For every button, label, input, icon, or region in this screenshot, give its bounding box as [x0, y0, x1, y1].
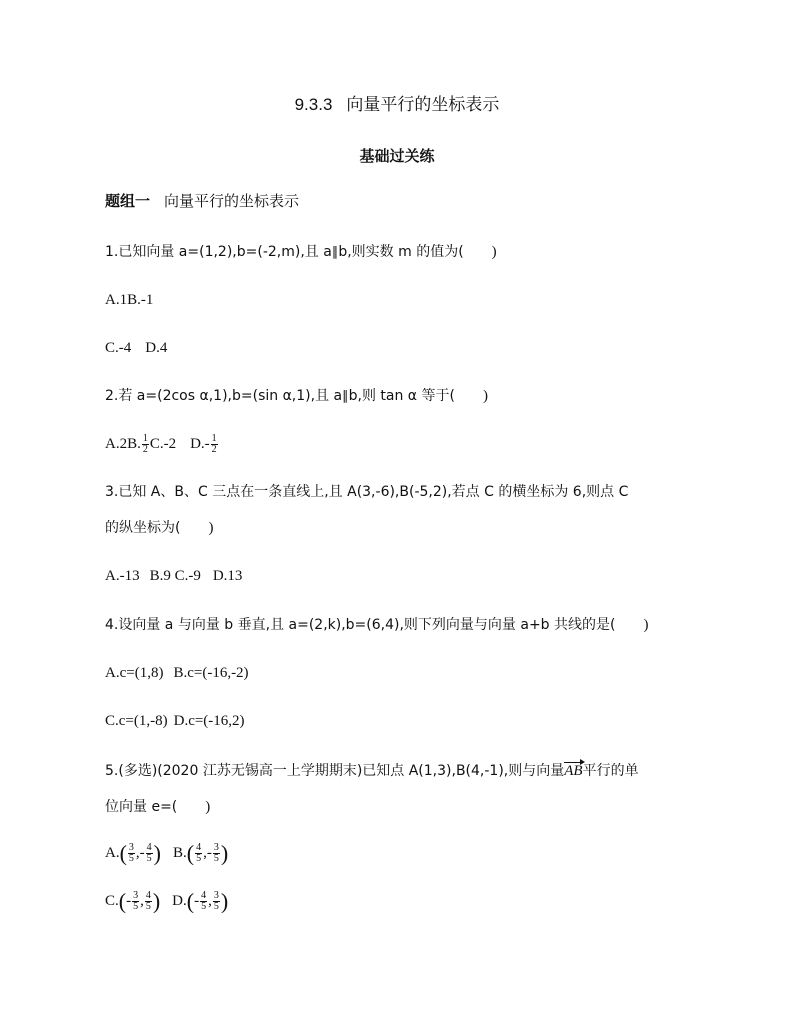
question-4-options-ab: A.c=(1,8) B.c=(-16,-2)	[105, 665, 249, 681]
fraction: $\frac{4}{5}$	[196, 842, 202, 865]
fraction: $\frac{1}{2}$	[142, 433, 148, 456]
fraction: $\frac{3}{5}$	[213, 842, 219, 865]
fraction: $\frac{1}{2}$	[211, 433, 217, 456]
section-title: 向量平行的坐标表示	[346, 95, 500, 115]
group-title: 向量平行的坐标表示	[164, 192, 300, 210]
question-4-stem: 4.设向量 a 与向量 b 垂直,且 a=(2,k),b=(6,4),则下列向量与向量 a+b 共线的是( )	[105, 617, 649, 633]
section-number: 9.3.3	[294, 95, 333, 114]
page-title	[0, 90, 794, 115]
fraction: $\frac{3}{5}$	[128, 842, 134, 865]
question-5-stem-line2: 位向量 e=( )	[105, 799, 211, 815]
fraction: $\frac{4}{5}$	[201, 890, 207, 913]
question-1-options-cd: C.-4 D.4	[105, 340, 168, 356]
fraction: $\frac{4}{5}$	[145, 890, 151, 913]
fraction: $\frac{4}{5}$	[146, 842, 152, 865]
question-2-options: A.2B. $\frac{1}{2}$ C.-2 D.- $\frac{1}{2}$	[105, 433, 217, 456]
question-3-stem-line2: 的纵坐标为( )	[105, 520, 214, 536]
question-group-heading	[105, 190, 299, 211]
question-2-stem: 2.若 a=(2cos α,1),b=(sin α,1),且 a∥b,则 tan α 等于( )	[105, 388, 488, 404]
question-3-options: A.-13 B.9 C.-9 D.13	[105, 568, 243, 584]
question-1-options-ab: A.1B.-1	[105, 292, 154, 308]
group-label: 题组一	[105, 192, 151, 210]
question-3-stem-line1: 3.已知 A、B、C 三点在一条直线上,且 A(3,-6),B(-5,2),若点 C 的横坐标为 6,则点 C	[105, 484, 629, 500]
question-1-stem: 1.已知向量 a=(1,2),b=(-2,m),且 a∥b,则实数 m 的值为( )	[105, 244, 497, 260]
fraction: $\frac{3}{5}$	[133, 890, 139, 913]
fraction: $\frac{3}{5}$	[213, 890, 219, 913]
question-5-stem-line1: 5.(多选)(2020 江苏无锡高一上学期期末)已知点 A(1,3),B(4,-1),则与向量AB平行的单	[105, 763, 639, 779]
question-4-options-cd: C.c=(1,-8) D.c=(-16,2)	[105, 713, 245, 729]
vector-ab: AB	[564, 763, 583, 779]
question-5-options-cd: C.(- $\frac{3}{5}$ , $\frac{4}{5}$ ) D.(- $\frac{4}{5}$ , $\frac{3}{5}$ )	[105, 888, 229, 914]
page-subtitle: 基础过关练	[359, 147, 435, 165]
question-5-options-ab: A.( $\frac{3}{5}$ ,- $\frac{4}{5}$ ) B.( $\frac{4}{5}$ ,- $\frac{3}{5}$ )	[105, 840, 229, 866]
